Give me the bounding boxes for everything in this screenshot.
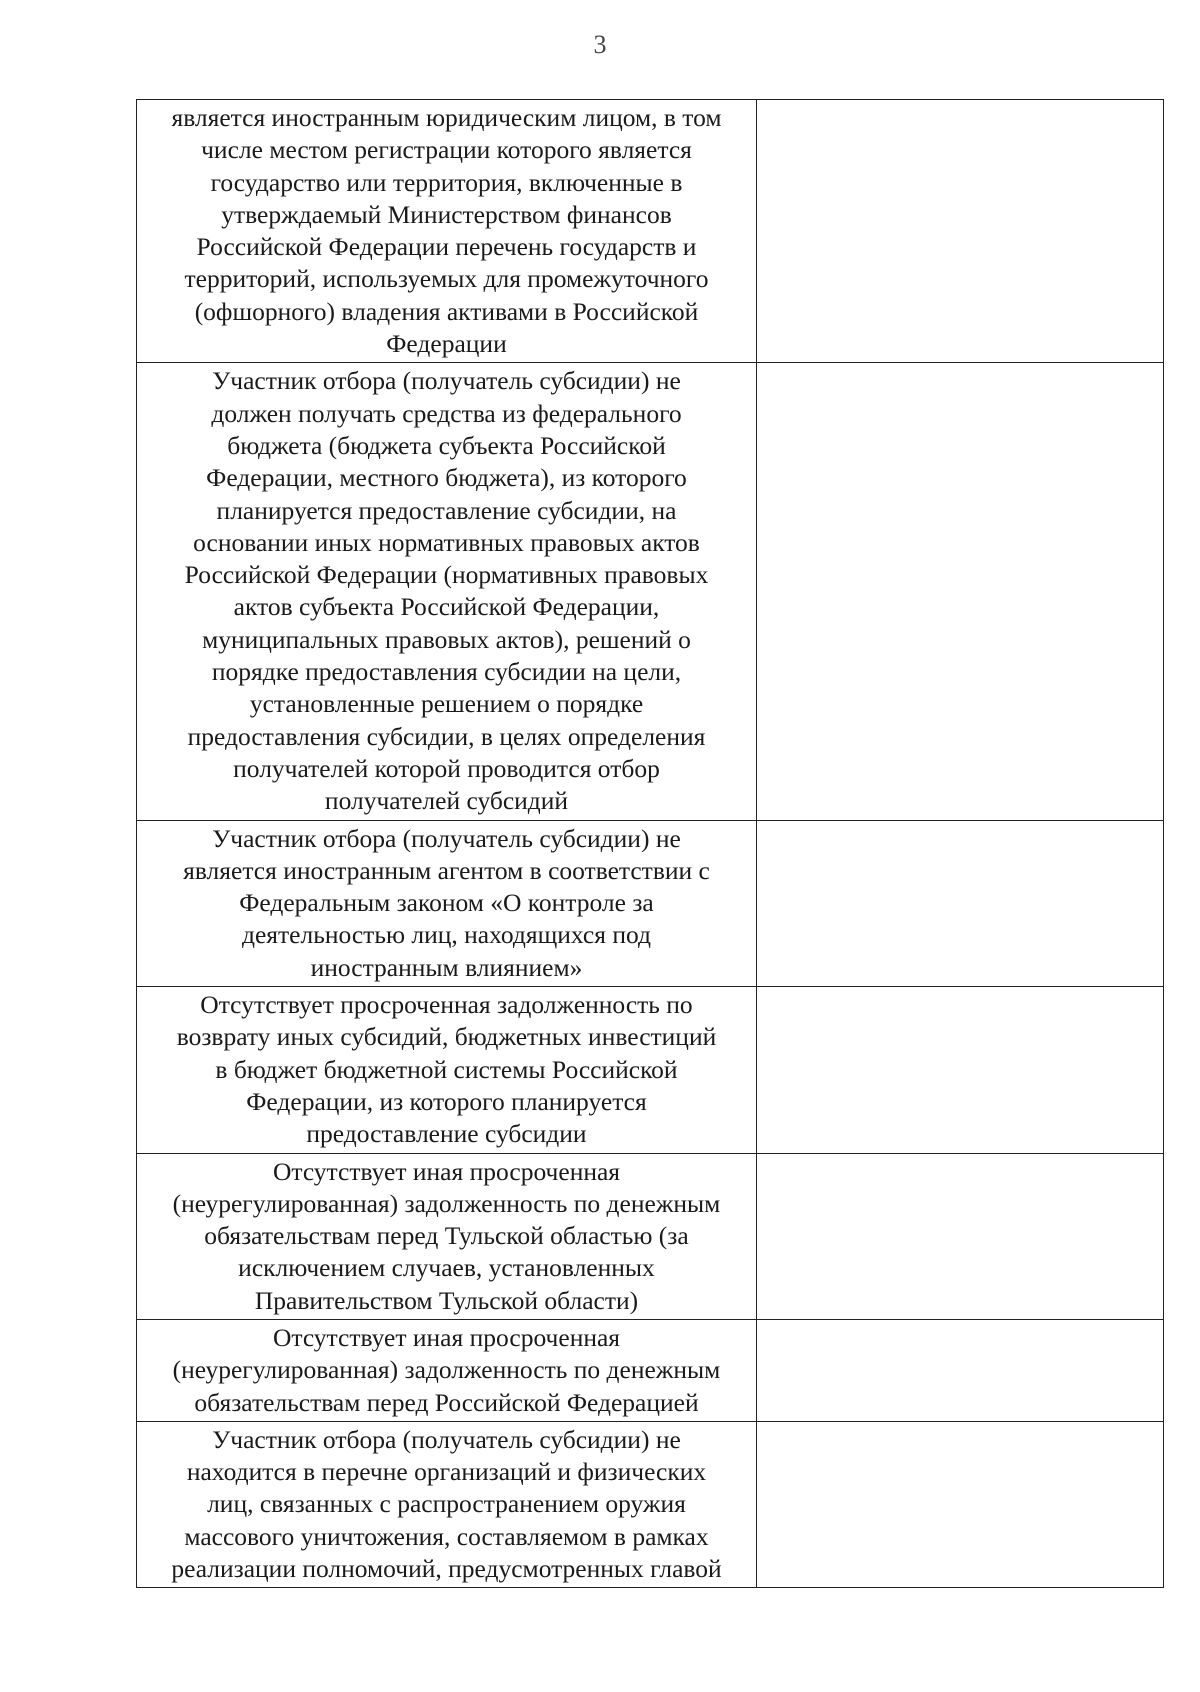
page-number: 3 [593,30,607,59]
criteria-text-line: деятельностью лиц, находящихся под [242,920,651,950]
criteria-text-line: массового уничтожения, составляемом в рамках [184,1521,709,1551]
criteria-text-line: (неурегулированная) задолженность по денежным [172,1355,721,1385]
criteria-text-line: получателей которой проводится отбор [233,753,660,783]
criteria-text-line: иностранным влиянием» [310,952,583,982]
criteria-text-line: предоставление субсидии [306,1119,587,1149]
criteria-text-line: (неурегулированная) задолженность по денежным [172,1188,721,1218]
criteria-text-cell [137,1153,757,1319]
table-row [137,100,1164,363]
criteria-text-cell [137,1319,757,1421]
criteria-text-cell [137,363,757,820]
criteria-check-cell [757,1421,1164,1587]
criteria-text-line: (офшорного) владения активами в Российской [194,296,699,326]
criteria-text-line: числе местом регистрации которого является [201,135,692,165]
criteria-check-cell [757,1153,1164,1319]
criteria-text-line: порядке предоставления субсидии на цели, [211,657,682,687]
criteria-text-line: муниципальных правовых актов), решений о [202,624,691,654]
criteria-text-line: получателей субсидий [324,786,569,816]
criteria-text-line: актов субъекта Российской Федерации, [233,592,660,622]
criteria-text-line: Отсутствует иная просроченная [272,1156,621,1186]
criteria-text-cell [137,100,757,363]
criteria-text-line: Участник отбора (получатель субсидии) не [212,823,681,853]
table-row [137,363,1164,820]
criteria-check-cell [757,820,1164,986]
criteria-table-body [137,100,1164,1588]
criteria-text-line: Отсутствует просроченная задолженность по [200,990,693,1020]
criteria-text-line: Российской Федерации (нормативных правовых [184,560,709,590]
criteria-text-line: должен получать средства из федерального [211,398,682,428]
criteria-text-cell [137,987,757,1153]
criteria-text-line: установленные решением о порядке [249,689,644,719]
criteria-text-line: основании иных нормативных правовых актов [193,527,700,557]
criteria-text-cell [137,1421,757,1587]
criteria-text-line: предоставления субсидии, в целях определения [187,721,706,751]
criteria-check-cell [757,987,1164,1153]
criteria-text-line: бюджета (бюджета субъекта Российской [227,430,666,460]
criteria-text-cell [137,820,757,986]
criteria-text-line: Участник отбора (получатель субсидии) не [212,1424,681,1454]
criteria-text-line: планируется предоставление субсидии, на [216,495,677,525]
criteria-text-line: территорий, используемых для промежуточного [184,264,709,294]
criteria-text-line: в бюджет бюджетной системы Российской [215,1054,678,1084]
criteria-text-line: Правительством Тульской области) [254,1285,639,1315]
criteria-text-line: находится в перечне организаций и физических [186,1457,707,1487]
criteria-text-line: лиц, связанных с распространением оружия [207,1489,686,1519]
criteria-text-line: является иностранным агентом в соответствии с [183,855,710,885]
criteria-text-line: Федеральным законом «О контроле за [239,888,654,918]
criteria-text-line: реализации полномочий, предусмотренных главой [171,1554,722,1584]
criteria-text-line: возврату иных субсидий, бюджетных инвестиций [176,1022,717,1052]
criteria-text-line: Федерации, местного бюджета), из которого [206,463,687,493]
table-row [137,987,1164,1153]
table-row [137,1319,1164,1421]
criteria-text-line: обязательствам перед Тульской областью (за [204,1221,689,1251]
criteria-text-line: государство или территория, включенные в [210,167,683,197]
criteria-text-line: обязательствам перед Российской Федерацией [194,1387,699,1417]
criteria-check-cell [757,1319,1164,1421]
criteria-text-line: Российской Федерации перечень государств и [196,232,697,262]
criteria-text-line: Отсутствует иная просроченная [272,1322,621,1352]
criteria-table [136,99,1164,1588]
table-row [137,1153,1164,1319]
table-row [137,1421,1164,1587]
criteria-text-line: Федерации [386,329,507,359]
criteria-text-line: исключением случаев, установленных [238,1253,655,1283]
criteria-text-line: является иностранным юридическим лицом, в том [171,103,722,132]
table-row [137,820,1164,986]
criteria-text-line: Участник отбора (получатель субсидии) не [212,366,681,396]
criteria-check-cell [757,100,1164,363]
criteria-text-line: Федерации, из которого планируется [246,1086,647,1116]
criteria-text-line: утверждаемый Министерством финансов [221,199,672,229]
criteria-check-cell [757,363,1164,820]
